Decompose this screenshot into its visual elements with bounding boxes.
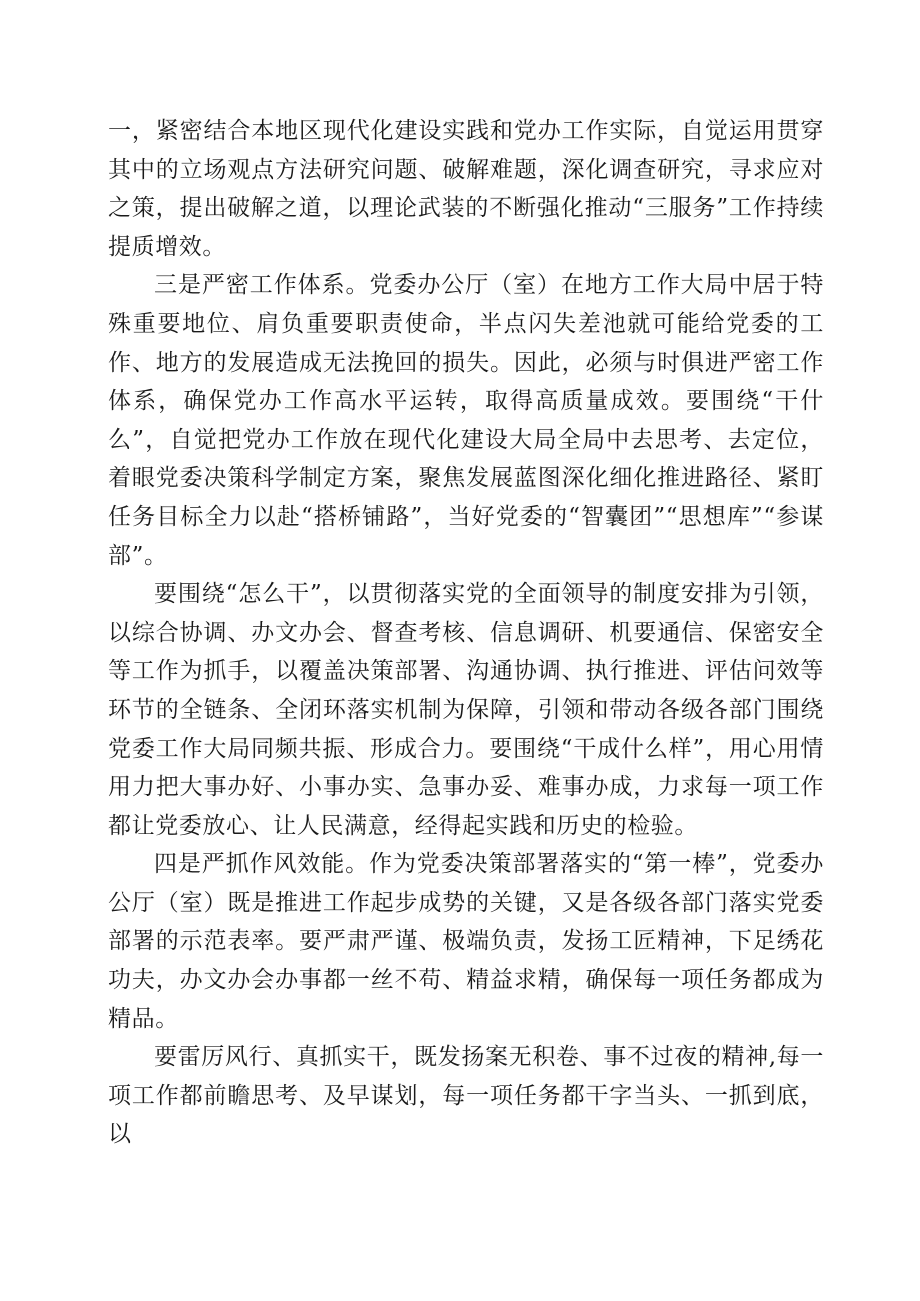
paragraph-4: 四是严抓作风效能。作为党委决策部署落实的“第一棒”，党委办公厅（室）既是推进工作起步成势的关键，又是各级各部门落实党委部署的示范表率。要严肃严谨、极端负责，发扬工匠精神，下足绣花功夫，办文办会办事都一丝不苟、精益求精，确保每一项任务都成为精品。: [108, 851, 824, 1032]
paragraph-5: 要雷厉风行、真抓实干，既发扬案无积卷、事不过夜的精神,每一项工作都前瞻思考、及早谋划，每一项任务都干字当头、一抓到底，以: [108, 1044, 824, 1148]
paragraph-1: 一，紧密结合本地区现代化建设实践和党办工作实际，自觉运用贯穿其中的立场观点方法研究问题、破解难题，深化调查研究，寻求应对之策，提出破解之道，以理论武装的不断强化推动“三服务”工作持续提质增效。: [108, 118, 824, 260]
paragraph-2: 三是严密工作体系。党委办公厅（室）在地方工作大局中居于特殊重要地位、肩负重要职责使命，半点闪失差池就可能给党委的工作、地方的发展造成无法挽回的损失。因此，必须与时俱进严密工作体系，确保党办工作高水平运转，取得高质量成效。要围绕“干什么”，自觉把党办工作放在现代化建设大局全局中去思考、去定位，着眼党委决策科学制定方案，聚焦发展蓝图深化细化推进路径、紧盯任务目标全力以赴“搭桥铺路”，当好党委的“智囊团”“思想库”“参谋部”。: [108, 272, 824, 569]
paragraph-3: 要围绕“怎么干”，以贯彻落实党的全面领导的制度安排为引领，以综合协调、办文办会、督查考核、信息调研、机要通信、保密安全等工作为抓手，以覆盖决策部署、沟通协调、执行推进、评估问效等环节的全链条、全闭环落实机制为保障，引领和带动各级各部门围绕党委工作大局同频共振、形成合力。要围绕“干成什么样”，用心用情用力把大事办好、小事办实、急事办妥、难事办成，力求每一项工作都让党委放心、让人民满意，经得起实践和历史的检验。: [108, 581, 824, 839]
document-body: [108, 112, 824, 1154]
